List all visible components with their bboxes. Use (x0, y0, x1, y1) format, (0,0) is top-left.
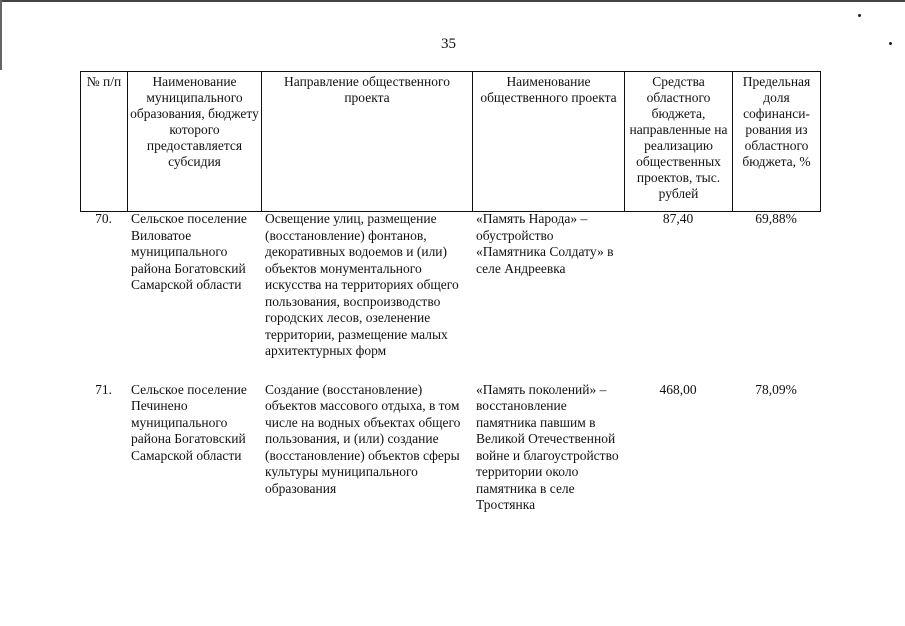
page-number: 35 (441, 36, 456, 52)
header-number: № п/п (81, 72, 128, 212)
row-share: 69,88% (755, 211, 797, 226)
row-direction: Освещение улиц, размещение (восстановление) фонтанов, декоративных водоемов и (или) объектов монументального искусства на территориях общего пользования, воспроизводство городских лесов, озеленение территории, размещение малых архитектурных форм (265, 211, 459, 358)
row-funds: 468,00 (659, 381, 697, 397)
row-direction: Создание (восстановление) объектов массового отдыха, в том числе на водных объектах общего пользования, и (или) создание (восстановление) объектов сферы культуры муниципального образования (265, 381, 461, 496)
header-funds: Средства областного бюджета, направленные на реализацию общественных проектов, тыс. рублей (625, 72, 733, 212)
table-body (80, 211, 820, 514)
header-municipality: Наименование муниципального образования, бюджету которого предоставляется субсидия (128, 72, 262, 212)
row-project: «Память поколений» – восстановление памятника павшим в Великой Отечественной войне и благоустройство территории около памятника в селе Тростянка (476, 381, 619, 512)
scan-speck (889, 42, 892, 45)
header-direction: Направление общественного проекта (262, 72, 473, 212)
row-spacer (80, 360, 820, 382)
row-municipality: Сельское поселение Виловатое муниципального района Богатовский Самарской области (131, 211, 247, 292)
row-funds: 87,40 (662, 211, 694, 226)
table-row (80, 211, 820, 360)
table-header (80, 71, 821, 212)
row-municipality: Сельское поселение Печинено муниципального района Богатовский Самарской области (131, 381, 247, 463)
header-project: Наименование общественного проекта (473, 72, 625, 212)
scan-edge-left (0, 0, 2, 70)
row-number: 70. (95, 211, 112, 226)
row-project: «Память Народа» – обустройство «Памятника Солдату» в селе Андреевка (476, 211, 614, 276)
table-row (80, 382, 820, 514)
row-number: 71. (95, 381, 112, 397)
header-share: Предельная доля софинанси-рования из областного бюджета, % (733, 72, 821, 212)
scan-edge-top (0, 0, 905, 6)
row-share: 78,09% (755, 381, 797, 397)
scan-speck (858, 14, 861, 17)
